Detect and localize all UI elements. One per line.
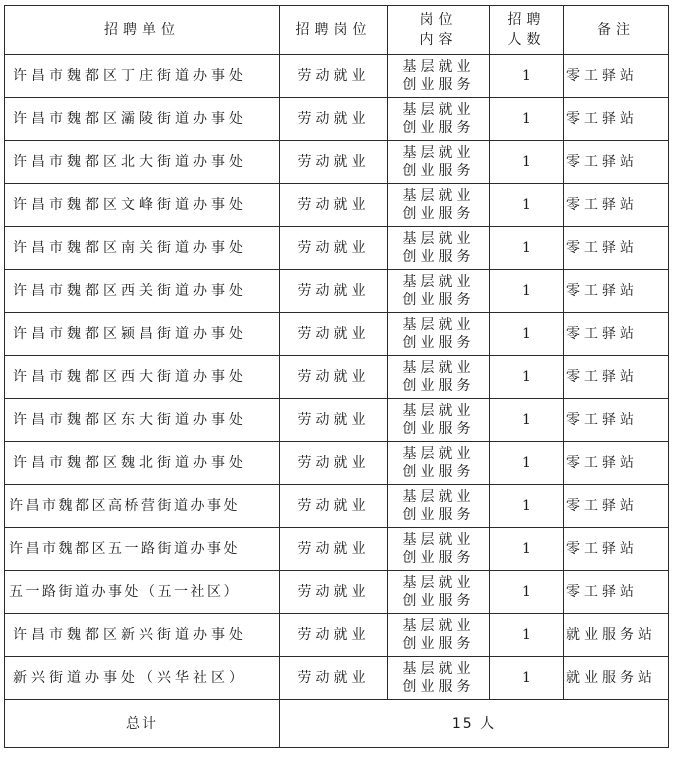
note-cell: 零工驿站 (564, 442, 669, 485)
content-line1: 基层就业 (402, 575, 475, 591)
content-line1: 基层就业 (402, 145, 475, 161)
header-content (388, 6, 490, 55)
content-line1: 基层就业 (402, 446, 475, 462)
count-cell: 1 (490, 227, 564, 270)
content-line2: 创业服务 (402, 636, 475, 652)
content-line2: 创业服务 (402, 550, 475, 566)
position-cell: 劳动就业 (280, 98, 388, 141)
header-note: 备注 (564, 6, 669, 55)
content-line1: 基层就业 (402, 403, 475, 419)
unit-cell: 许昌市魏都区北大街道办事处 (5, 141, 280, 184)
position-cell: 劳动就业 (280, 227, 388, 270)
unit-cell: 许昌市魏都区新兴街道办事处 (5, 614, 280, 657)
content-line2: 创业服务 (402, 464, 475, 480)
header-count (490, 6, 564, 55)
table-row (5, 98, 669, 141)
content-cell (388, 442, 490, 485)
table-row (5, 399, 669, 442)
note-cell: 零工驿站 (564, 399, 669, 442)
content-line2: 创业服务 (402, 206, 475, 222)
unit-cell: 许昌市魏都区南关街道办事处 (5, 227, 280, 270)
unit-cell: 许昌市魏都区高桥营街道办事处 (5, 485, 280, 528)
content-line1: 基层就业 (402, 274, 475, 290)
count-cell: 1 (490, 485, 564, 528)
header-content-line2: 内容 (419, 32, 458, 48)
content-line2: 创业服务 (402, 292, 475, 308)
content-line1: 基层就业 (402, 618, 475, 634)
unit-cell: 新兴街道办事处（兴华社区） (5, 657, 280, 700)
table-row (5, 442, 669, 485)
note-cell: 零工驿站 (564, 313, 669, 356)
note-cell: 零工驿站 (564, 141, 669, 184)
count-cell: 1 (490, 571, 564, 614)
table-row (5, 528, 669, 571)
content-cell (388, 356, 490, 399)
position-cell: 劳动就业 (280, 55, 388, 98)
position-cell: 劳动就业 (280, 657, 388, 700)
count-cell: 1 (490, 399, 564, 442)
position-cell: 劳动就业 (280, 571, 388, 614)
total-row (5, 700, 669, 748)
content-cell (388, 141, 490, 184)
table-row (5, 184, 669, 227)
content-line1: 基层就业 (402, 489, 475, 505)
count-cell: 1 (490, 528, 564, 571)
note-cell: 零工驿站 (564, 270, 669, 313)
count-cell: 1 (490, 657, 564, 700)
note-cell: 零工驿站 (564, 184, 669, 227)
table-row (5, 485, 669, 528)
unit-cell: 五一路街道办事处（五一社区） (5, 571, 280, 614)
position-cell: 劳动就业 (280, 614, 388, 657)
content-cell (388, 528, 490, 571)
unit-cell: 许昌市魏都区魏北街道办事处 (5, 442, 280, 485)
position-cell: 劳动就业 (280, 528, 388, 571)
content-line2: 创业服务 (402, 120, 475, 136)
count-cell: 1 (490, 141, 564, 184)
total-value: 15 人 (280, 700, 669, 748)
unit-cell: 许昌市魏都区丁庄街道办事处 (5, 55, 280, 98)
content-line1: 基层就业 (402, 661, 475, 677)
note-cell: 零工驿站 (564, 571, 669, 614)
position-cell: 劳动就业 (280, 442, 388, 485)
header-content-line1: 岗位 (419, 12, 458, 28)
table-row (5, 614, 669, 657)
position-cell: 劳动就业 (280, 270, 388, 313)
count-cell: 1 (490, 55, 564, 98)
content-line2: 创业服务 (402, 507, 475, 523)
table-row (5, 356, 669, 399)
content-cell (388, 571, 490, 614)
position-cell: 劳动就业 (280, 141, 388, 184)
content-cell (388, 55, 490, 98)
content-cell (388, 614, 490, 657)
content-cell (388, 399, 490, 442)
note-cell: 零工驿站 (564, 55, 669, 98)
content-line2: 创业服务 (402, 679, 475, 695)
unit-cell: 许昌市魏都区西关街道办事处 (5, 270, 280, 313)
unit-cell: 许昌市魏都区西大街道办事处 (5, 356, 280, 399)
note-cell: 零工驿站 (564, 227, 669, 270)
unit-cell: 许昌市魏都区五一路街道办事处 (5, 528, 280, 571)
content-cell (388, 313, 490, 356)
header-unit: 招聘单位 (5, 6, 280, 55)
content-cell (388, 657, 490, 700)
content-line1: 基层就业 (402, 532, 475, 548)
content-line1: 基层就业 (402, 188, 475, 204)
unit-cell: 许昌市魏都区东大街道办事处 (5, 399, 280, 442)
recruitment-table (4, 5, 669, 748)
table-body (5, 55, 669, 700)
position-cell: 劳动就业 (280, 184, 388, 227)
position-cell: 劳动就业 (280, 399, 388, 442)
total-label: 总计 (5, 700, 280, 748)
note-cell: 就业服务站 (564, 657, 669, 700)
content-line2: 创业服务 (402, 378, 475, 394)
content-line2: 创业服务 (402, 163, 475, 179)
note-cell: 就业服务站 (564, 614, 669, 657)
position-cell: 劳动就业 (280, 313, 388, 356)
content-cell (388, 98, 490, 141)
unit-cell: 许昌市魏都区颍昌街道办事处 (5, 313, 280, 356)
table-row (5, 227, 669, 270)
content-line2: 创业服务 (402, 593, 475, 609)
content-line1: 基层就业 (402, 231, 475, 247)
table-row (5, 55, 669, 98)
header-count-line1: 招聘 (507, 12, 546, 28)
table-row (5, 270, 669, 313)
header-position: 招聘岗位 (280, 6, 388, 55)
note-cell: 零工驿站 (564, 528, 669, 571)
content-line1: 基层就业 (402, 360, 475, 376)
content-cell (388, 270, 490, 313)
content-line1: 基层就业 (402, 102, 475, 118)
unit-cell: 许昌市魏都区灞陵街道办事处 (5, 98, 280, 141)
content-cell (388, 184, 490, 227)
table-header-row (5, 6, 669, 55)
content-line1: 基层就业 (402, 59, 475, 75)
unit-cell: 许昌市魏都区文峰街道办事处 (5, 184, 280, 227)
count-cell: 1 (490, 614, 564, 657)
content-line1: 基层就业 (402, 317, 475, 333)
count-cell: 1 (490, 270, 564, 313)
header-count-line2: 人数 (507, 32, 546, 48)
note-cell: 零工驿站 (564, 485, 669, 528)
position-cell: 劳动就业 (280, 485, 388, 528)
content-cell (388, 227, 490, 270)
count-cell: 1 (490, 184, 564, 227)
count-cell: 1 (490, 98, 564, 141)
content-line2: 创业服务 (402, 421, 475, 437)
table-row (5, 657, 669, 700)
table-row (5, 571, 669, 614)
count-cell: 1 (490, 442, 564, 485)
table-row (5, 141, 669, 184)
content-line2: 创业服务 (402, 335, 475, 351)
content-line2: 创业服务 (402, 77, 475, 93)
position-cell: 劳动就业 (280, 356, 388, 399)
note-cell: 零工驿站 (564, 98, 669, 141)
content-cell (388, 485, 490, 528)
note-cell: 零工驿站 (564, 356, 669, 399)
table-row (5, 313, 669, 356)
content-line2: 创业服务 (402, 249, 475, 265)
count-cell: 1 (490, 356, 564, 399)
count-cell: 1 (490, 313, 564, 356)
